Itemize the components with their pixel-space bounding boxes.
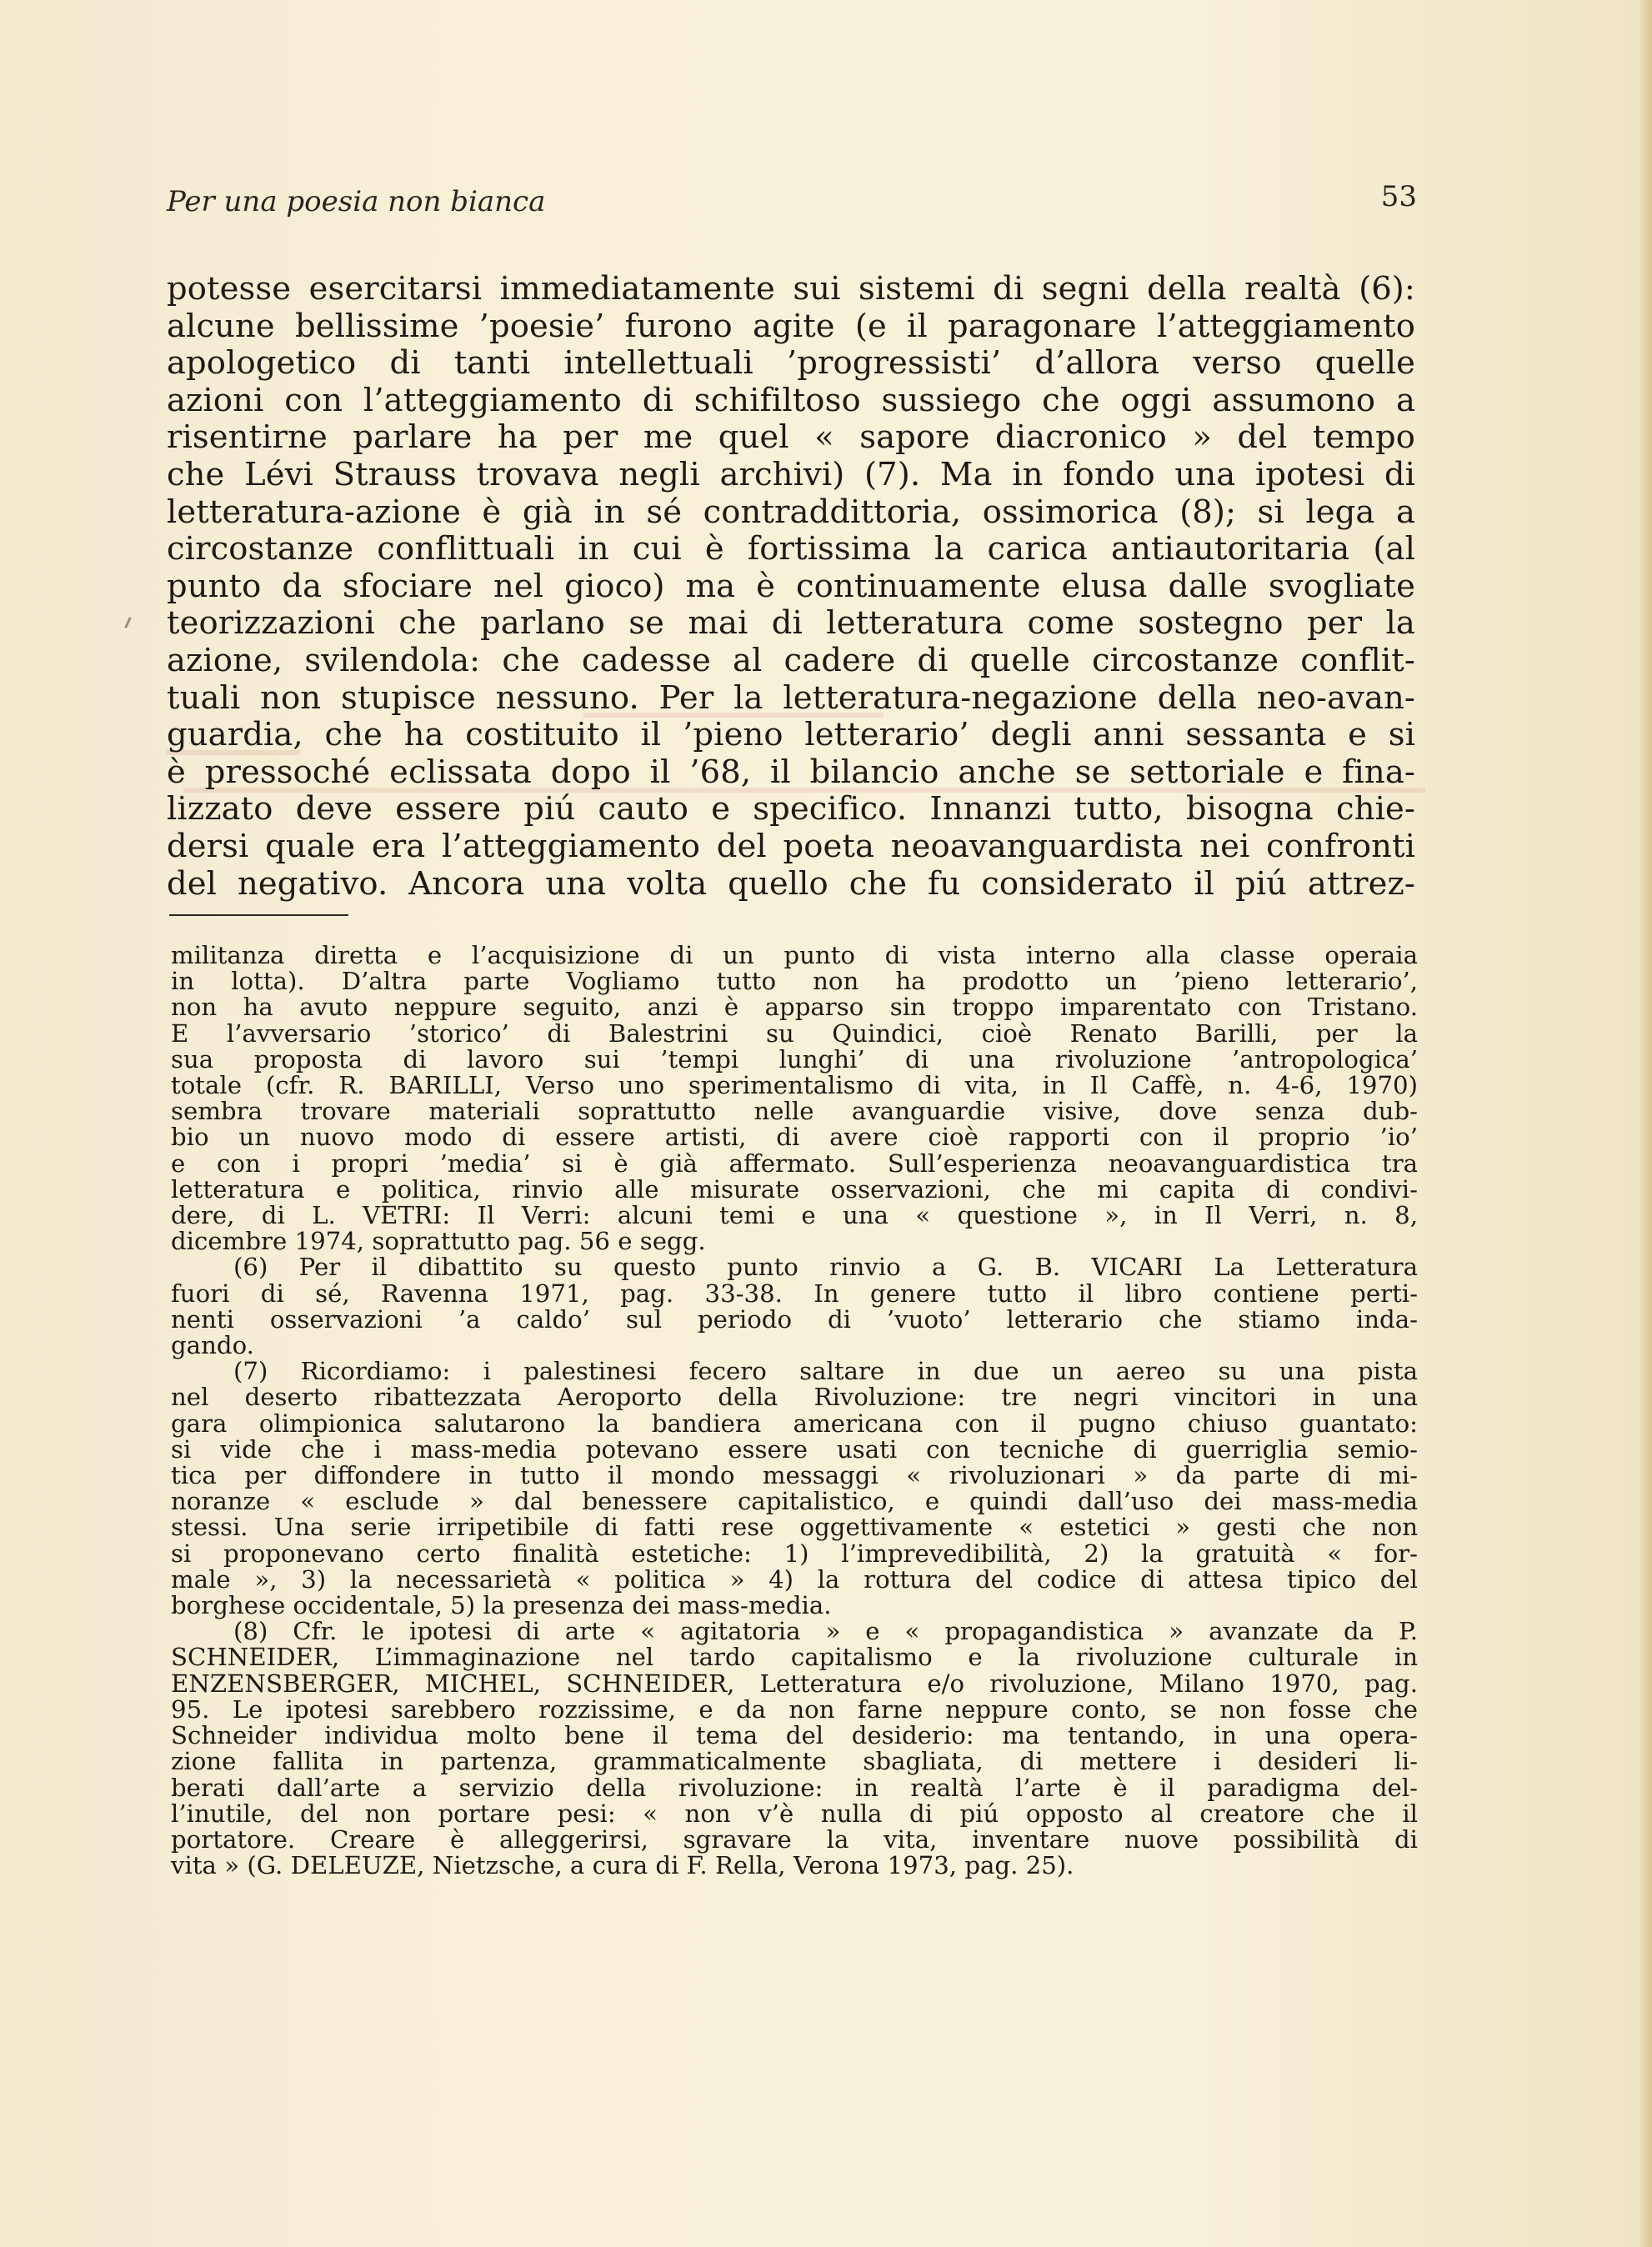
- footnote-continued: [171, 943, 1418, 1254]
- footnote-separator: [169, 914, 348, 916]
- footnote-line: noranze « esclude » dal benessere capitalistico, e quindi dall’uso dei mass-media: [171, 1487, 1418, 1516]
- footnote-line: dicembre 1974, soprattutto pag. 56 e segg.: [171, 1227, 706, 1256]
- footnote-line: non ha avuto neppure seguito, anzi è apparso sin troppo imparentato con Tristano.: [171, 993, 1418, 1022]
- footnote-line: vita » (G. DELEUZE, Nietzsche, a cura di F. Rella, Verona 1973, pag. 25).: [171, 1851, 1074, 1880]
- footnote-line: si vide che i mass-media potevano essere usati con tecniche di guerriglia semio-: [171, 1434, 1418, 1464]
- footnote-line: tica per diffondere in tutto il mondo messaggi « rivoluzionari » da parte di mi-: [171, 1461, 1418, 1490]
- footnote-line: l’inutile, del non portare pesi: « non v’è nulla di piú opposto al creatore che il: [171, 1799, 1418, 1828]
- footnote-line: Schneider individua molto bene il tema del desiderio: ma tentando, in una opera-: [171, 1721, 1418, 1750]
- text-line: risentirne parlare ha per me quel « sapore diacronico » del tempo: [167, 418, 1415, 457]
- footnote-line: gara olimpionica salutarono la bandiera americana con il pugno chiuso guantato:: [171, 1409, 1418, 1438]
- text-line: lizzato deve essere piú cauto e specifico. Innanzi tutto, bisogna chie-: [167, 790, 1415, 828]
- footnote-6: [171, 1254, 1418, 1359]
- footnote-line: (7) Ricordiamo: i palestinesi fecero saltare in due un aereo su una pista: [233, 1357, 1418, 1386]
- footnote-line: fuori di sé, Ravenna 1971, pag. 33-38. In genere tutto il libro contiene perti-: [171, 1279, 1418, 1308]
- text-line: punto da sfociare nel gioco) ma è continuamente elusa dalle svogliate: [167, 567, 1415, 605]
- footnote-line: (8) Cfr. le ipotesi di arte « agitatoria » e « propagandistica » avanzate da P.: [233, 1617, 1418, 1646]
- footnote-line: letteratura e politica, rinvio alle misurate osservazioni, che mi capita di condivi-: [171, 1174, 1418, 1204]
- running-header: [167, 180, 1417, 222]
- text-line: guardia, che ha costituito il ’pieno letterario’ degli anni sessanta e si: [167, 716, 1415, 754]
- running-title: Per una poesia non bianca: [167, 185, 546, 218]
- text-line: alcune bellissime ’poesie’ furono agite (e il paragonare l’atteggiamento: [167, 307, 1415, 345]
- text-line: che Lévi Strauss trovava negli archivi) (7). Ma in fondo una ipotesi di: [167, 455, 1415, 493]
- text-line: letteratura-azione è già in sé contraddittoria, ossimorica (8); si lega a: [167, 493, 1415, 531]
- footnote-line: gando.: [171, 1331, 254, 1360]
- text-line: azioni con l’atteggiamento di schifiltoso sussiego che oggi assumono a: [167, 381, 1415, 419]
- footnote-line: zione fallita in partenza, grammaticalmente sbagliata, di mettere i desideri li-: [171, 1747, 1418, 1776]
- text-line: azione, svilendola: che cadesse al cadere di quelle circostanze conflit-: [167, 641, 1415, 679]
- text-line: circostanze conflittuali in cui è fortissima la carica antiautoritaria (al: [167, 530, 1415, 568]
- footnote-line: male », 3) la necessarietà « politica » 4) la rottura del codice di attesa tipico del: [171, 1564, 1418, 1594]
- footnote-line: portatore. Creare è alleggerirsi, sgravare la vita, inventare nuove possibilità di: [171, 1824, 1418, 1854]
- footnote-line: borghese occidentale, 5) la presenza dei mass-media.: [171, 1591, 832, 1620]
- footnote-line: E l’avversario ’storico’ di Balestrini su Quindici, cioè Renato Barilli, per la: [171, 1018, 1418, 1048]
- footnote-7: [171, 1359, 1418, 1619]
- text-line: del negativo. Ancora una volta quello che fu considerato il piú attrez-: [167, 864, 1415, 903]
- footnote-line: sua proposta di lavoro sui ’tempi lunghi’ di una rivoluzione ’antropologica’: [171, 1044, 1418, 1073]
- footnote-line: sembra trovare materiali soprattutto nelle avanguardie visive, dove senza dub-: [171, 1097, 1418, 1126]
- footnote-line: 95. Le ipotesi sarebbero rozzissime, e da non farne neppure conto, se non fosse che: [171, 1694, 1418, 1724]
- text-line: apologetico di tanti intellettuali ’progressisti’ d’allora verso quelle: [167, 344, 1415, 383]
- footnote-line: totale (cfr. R. BARILLI, Verso uno sperimentalismo di vita, in Il Caffè, n. 4-6, 1970): [171, 1071, 1418, 1100]
- footnote-line: ENZENSBERGER, MICHEL, SCHNEIDER, Letteratura e/o rivoluzione, Milano 1970, pag.: [171, 1669, 1418, 1698]
- text-line: dersi quale era l’atteggiamento del poeta neoavanguardista nei confronti: [167, 827, 1415, 865]
- page-edge: [1640, 0, 1652, 2247]
- footnote-line: nenti osservazioni ’a caldo’ sul periodo di ’vuoto’ letterario che stiamo inda-: [171, 1304, 1418, 1334]
- footnotes: [171, 943, 1418, 1879]
- footnote-line: (6) Per il dibattito su questo punto rinvio a G. B. VICARI La Letteratura: [233, 1253, 1418, 1282]
- footnote-line: si proponevano certo finalità estetiche: 1) l’imprevedibilità, 2) la gratuità « for-: [171, 1539, 1418, 1568]
- text-line: è pressoché eclissata dopo il ’68, il bilancio anche se settoriale e fina-: [167, 753, 1415, 791]
- text-line: tuali non stupisce nessuno. Per la letteratura-negazione della neo-avan-: [167, 678, 1415, 717]
- main-text: [167, 271, 1415, 903]
- text-line: potesse esercitarsi immediatamente sui sistemi di segni della realtà (6):: [167, 270, 1415, 308]
- footnote-line: berati dall’arte a servizio della rivoluzione: in realtà l’arte è il paradigma del-: [171, 1773, 1418, 1802]
- text-line: teorizzazioni che parlano se mai di letteratura come sostegno per la: [167, 604, 1415, 643]
- footnote-line: in lotta). D’altra parte Vogliamo tutto non ha prodotto un ’pieno letterario’,: [171, 967, 1418, 996]
- footnote-line: dere, di L. VETRI: Il Verri: alcuni temi e una « questione », in Il Verri, n. 8,: [171, 1201, 1418, 1230]
- footnote-line: nel deserto ribattezzata Aeroporto della Rivoluzione: tre negri vincitori in una: [171, 1383, 1418, 1412]
- footnote-8: [171, 1619, 1418, 1879]
- footnote-line: bio un nuovo modo di essere artisti, di avere cioè rapporti con il proprio ’io’: [171, 1123, 1418, 1152]
- page-number: 53: [1380, 180, 1417, 213]
- footnote-line: e con i propri ’media’ si è già affermato. Sull’esperienza neoavanguardistica tra: [171, 1149, 1418, 1178]
- footnote-line: militanza diretta e l’acquisizione di un punto di vista interno alla classe operaia: [171, 941, 1418, 969]
- footnote-line: stessi. Una serie irripetibile di fatti rese oggettivamente « estetici » gesti che non: [171, 1513, 1418, 1542]
- footnote-line: SCHNEIDER, L’immaginazione nel tardo capitalismo e la rivoluzione culturale in: [171, 1643, 1418, 1672]
